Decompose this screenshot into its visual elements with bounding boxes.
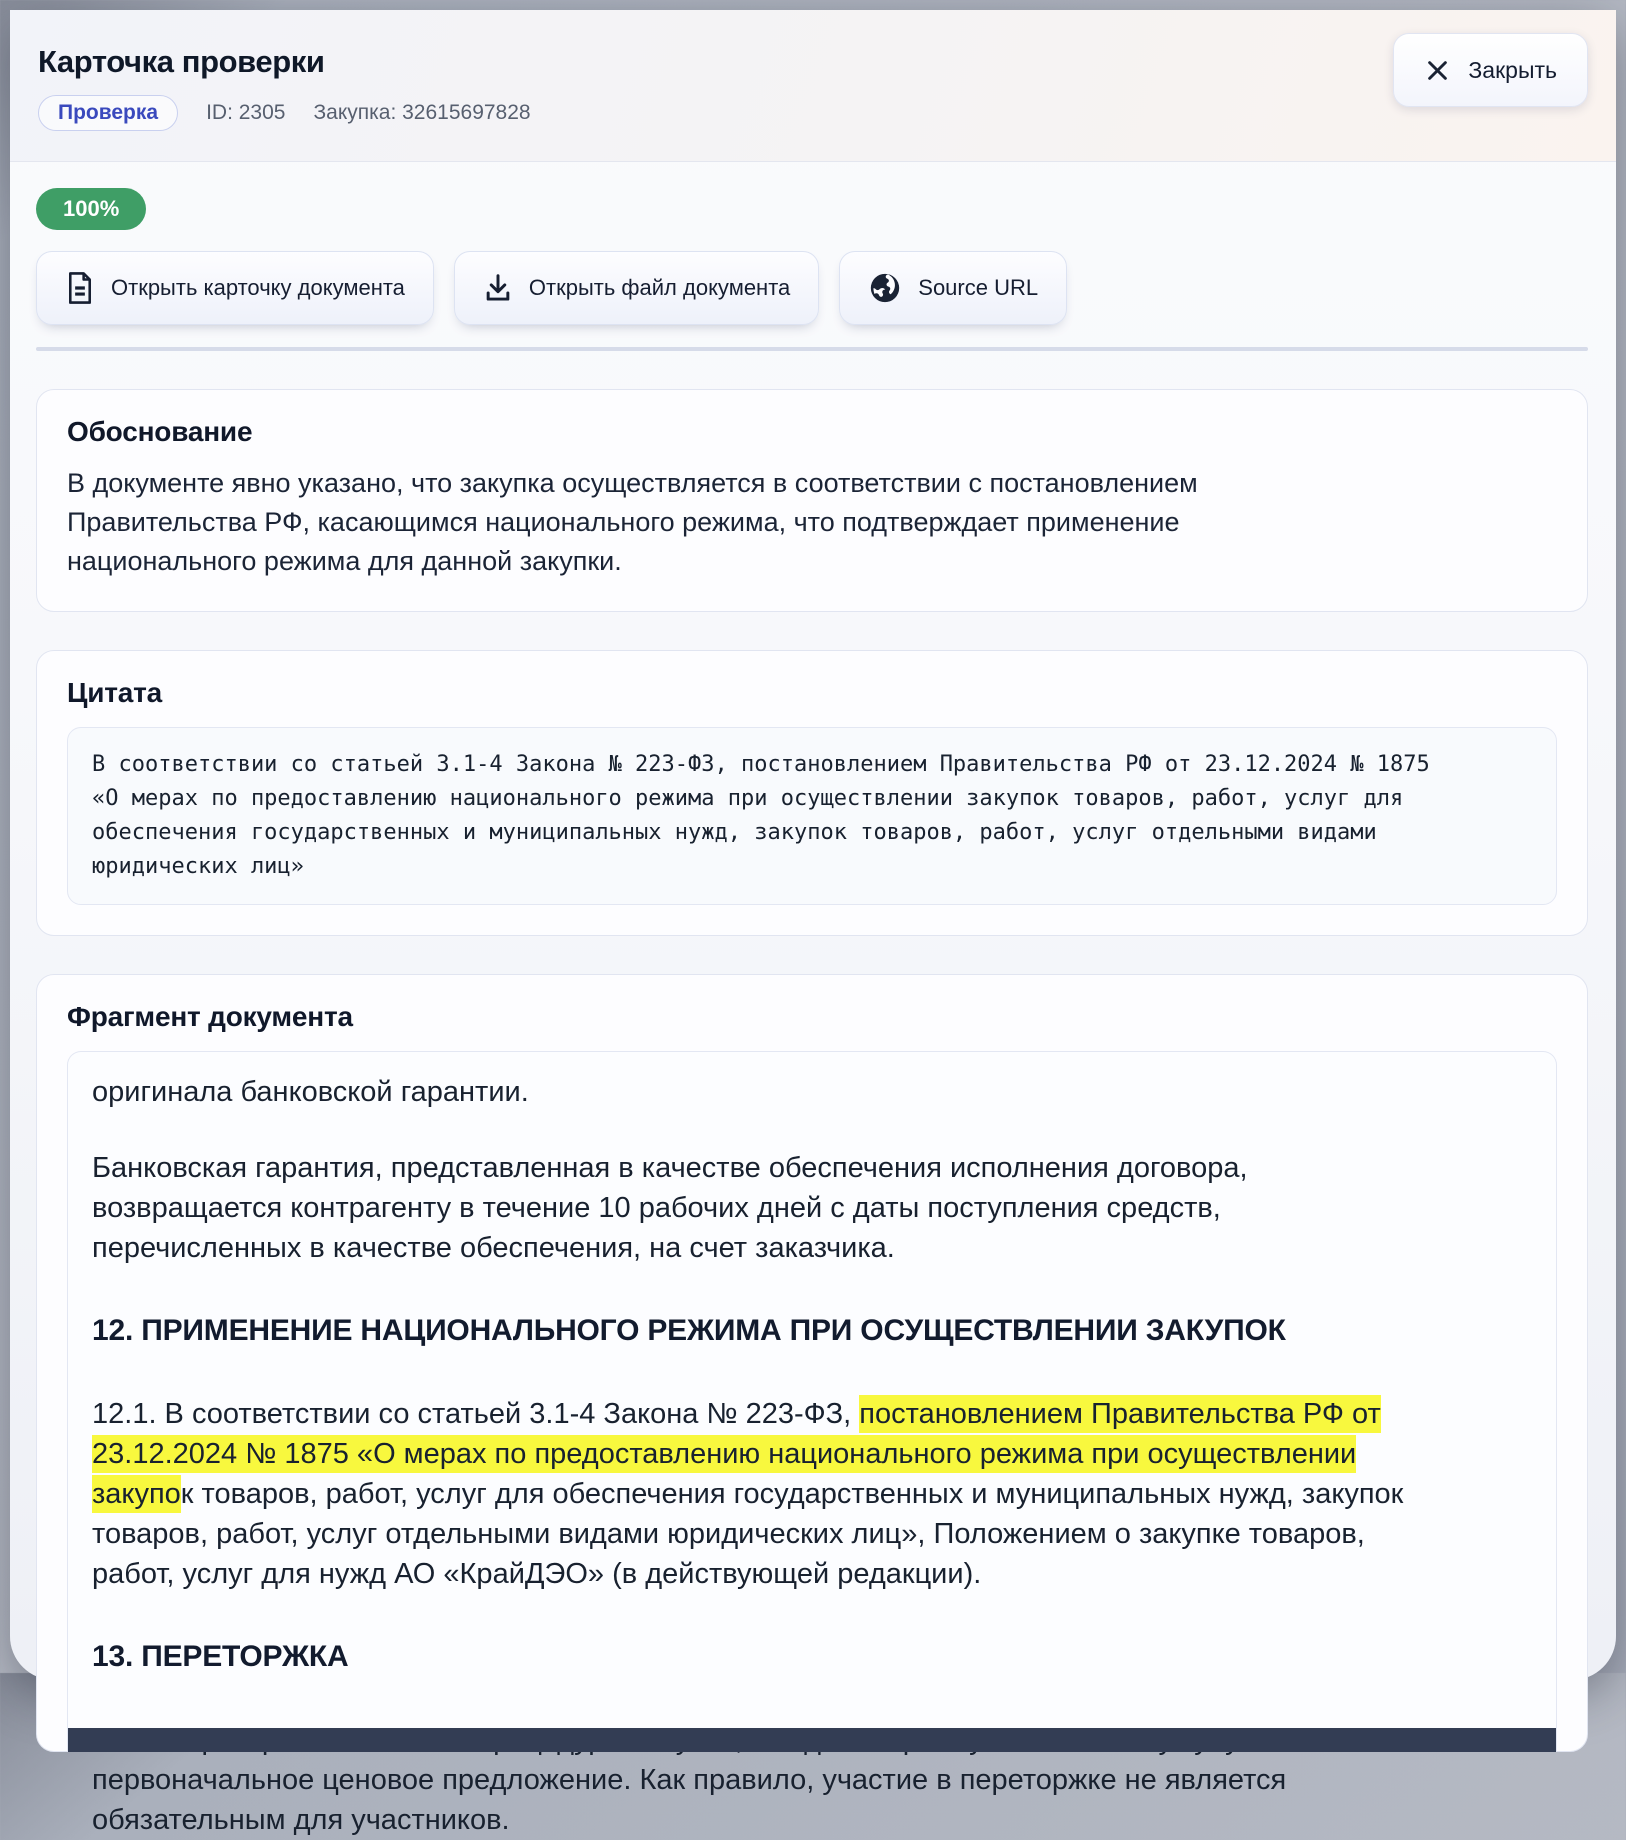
quote-title: Цитата [67,677,163,708]
close-button[interactable] [1393,33,1588,107]
source-url-label: Source URL [918,275,1039,300]
close-button-label: Закрыть [1468,56,1557,83]
fragment-paragraph-13-1: первоначальное ценовое предложение. Как правило, участие в переторжке не является обязательным для участников. [92,1764,1287,1836]
modal-body [10,162,1616,1836]
modal-header [10,10,1616,162]
open-document-file-label: Открыть файл документа [528,275,791,300]
highlighted-quote-match: постановлением Правительства РФ от 23.12.2024 № 1875 «О мерах по предоставлению национального режима при осуществлении закупо [92,1395,1381,1513]
document-icon [65,271,95,305]
fragment-heading-13: 13. ПЕРЕТОРЖКА [92,1640,349,1673]
quote-card [36,650,1588,936]
clipped-next-element [68,1728,1556,1752]
justification-card [36,389,1588,612]
fragment-title: Фрагмент документа [67,1001,353,1032]
fragment-paragraph-12-1 [92,1394,1422,1594]
justification-text: В документе явно указано, что закупка осуществляется в соответствии с постановлением Правительства РФ, касающимся национального режима, что подтверждает применение национального режима для данной закупки. [67,468,1198,576]
status-badge: Проверка [38,95,178,131]
divider [36,347,1588,351]
fragment-content [92,1072,1422,1840]
close-icon [1424,57,1451,84]
quote-box [67,727,1557,905]
quote-text: В соответствии со статьей 3.1-4 Закона № 223-ФЗ, постановлением Правительства РФ от 23.12.2024 № 1875 «О мерах по предоставлению национального режима при осуществлении закупок товаров, работ, услуг для обеспечения государственных и муниципальных нужд, закупок товаров, работ, услуг отдельными видами юридических лиц» [92,752,1444,879]
open-document-card-label: Открыть карточку документа [111,275,405,300]
verification-card-modal [10,10,1616,1836]
fragment-heading-12: 12. ПРИМЕНЕНИЕ НАЦИОНАЛЬНОГО РЕЖИМА ПРИ ОСУЩЕСТВЛЕНИИ ЗАКУПОК [92,1314,1286,1347]
fragment-paragraph: Банковская гарантия, представленная в качестве обеспечения исполнения договора, возвращается контрагенту в течение 10 рабочих дней с даты поступления средств, перечисленных в качестве обеспечения, на счет заказчика. [92,1152,1248,1264]
download-icon [483,272,513,304]
toolbar [36,251,1588,325]
open-document-card-button[interactable] [36,251,434,325]
page-title: Карточка проверки [38,44,325,79]
record-id: ID: 2305 [206,101,286,124]
fragment-scroll-area[interactable] [67,1051,1557,1836]
globe-icon [868,271,902,305]
document-fragment-card [36,974,1588,1836]
source-url-button[interactable] [839,251,1067,325]
justification-title: Обоснование [67,416,253,447]
fragment-text-after-highlight: к товаров, работ, услуг для обеспечения государственных и муниципальных нужд, закупок товаров, работ, услуг отдельными видами юридических лиц», Положением о закупке товаров, работ, услуг для нужд АО «КрайДЭО» (в действующей редакции). [92,1478,1404,1590]
confidence-score-badge: 100% [36,188,146,230]
meta-row [38,95,1616,131]
purchase-number: Закупка: 32615697828 [313,101,531,124]
fragment-clipped-line: оригинала банковской гарантии. [92,1076,529,1108]
open-document-file-button[interactable] [454,251,819,325]
fragment-text-before-highlight: 12.1. В соответствии со статьей 3.1-4 Закона № 223-ФЗ, [92,1398,860,1430]
